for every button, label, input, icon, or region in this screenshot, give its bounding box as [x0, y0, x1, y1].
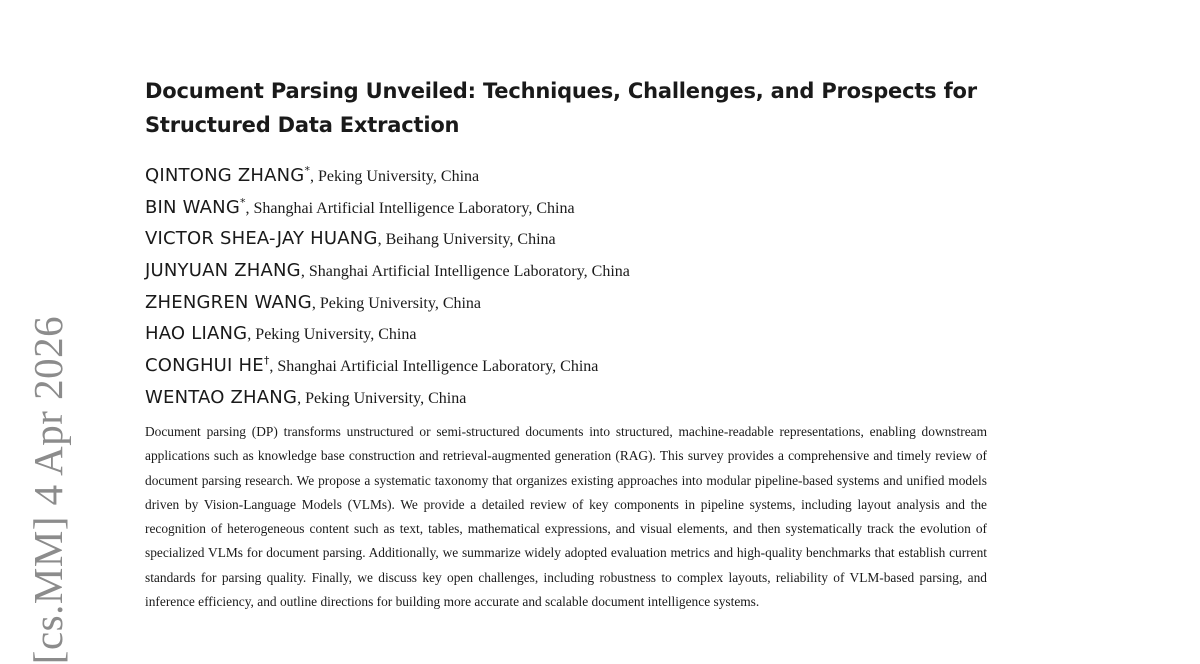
- author-affiliation: , Shanghai Artificial Intelligence Laboratory, China: [245, 199, 575, 217]
- author-entry: [145, 155, 630, 187]
- paper-title: Document Parsing Unveiled: Techniques, Challenges, and Prospects for Structured Data Extraction: [145, 79, 977, 137]
- author-entry: [145, 282, 630, 314]
- author-affiliation: , Shanghai Artificial Intelligence Laboratory, China: [269, 358, 599, 376]
- author-affiliation: , Peking University, China: [309, 168, 480, 185]
- author-affiliation: , Shanghai Artificial Intelligence Laboratory, China: [300, 263, 630, 281]
- author-affiliation: , Peking University, China: [311, 294, 482, 312]
- author-entry: [145, 313, 630, 345]
- author-mark: *: [304, 164, 310, 177]
- author-name: BIN WANG: [145, 196, 240, 218]
- author-entry: [145, 218, 630, 250]
- author-entry: [145, 345, 630, 377]
- author-affiliation: , Peking University, China: [247, 326, 417, 344]
- author-name: VICTOR SHEA-JAY HUANG: [145, 228, 378, 250]
- author-name: ZHENGREN WANG: [145, 291, 312, 313]
- abstract-text: Document parsing (DP) transforms unstructured or semi-structured documents into structured, machine-readable representations, enabling downstream applications such as knowledge base construction and retrieval-augmented generation (RAG). This survey provides a comprehensive and timely review of document parsing research. We propose a systematic taxonomy that organizes existing approaches into modular pipeline-based systems and unified models driven by Vision-Language Models (VLMs). We provide a detailed review of key components in pipeline systems, including layout analysis and the recognition of heterogeneous content such as text, tables, mathematical expressions, and visual elements, and then systematically track the evolution of specialized VLMs for document parsing. Additionally, we summarize widely adopted evaluation metrics and high-quality benchmarks that establish current standards for parsing quality. Finally, we discuss key open challenges, including robustness to complex layouts, reliability of VLM-based parsing, and inference efficiency, and outline directions for building more accurate and scalable document intelligence systems.: [145, 424, 987, 610]
- author-mark: †: [263, 354, 270, 368]
- author-name: HAO LIANG: [145, 323, 248, 345]
- author-name: WENTAO ZHANG: [145, 386, 298, 408]
- author-name: CONGHUI HE: [145, 355, 264, 377]
- author-list: [145, 155, 630, 409]
- author-entry: [145, 377, 630, 409]
- author-affiliation: , Peking University, China: [297, 389, 467, 407]
- author-mark: *: [239, 195, 246, 209]
- author-affiliation: , Beihang University, China: [377, 231, 556, 249]
- author-entry: [145, 187, 630, 219]
- author-name: JUNYUAN ZHANG: [145, 260, 301, 282]
- author-name: QINTONG ZHANG: [145, 165, 305, 186]
- author-entry: [145, 250, 630, 282]
- arxiv-side-stamp: [cs.MM] 4 Apr 2026: [25, 315, 71, 664]
